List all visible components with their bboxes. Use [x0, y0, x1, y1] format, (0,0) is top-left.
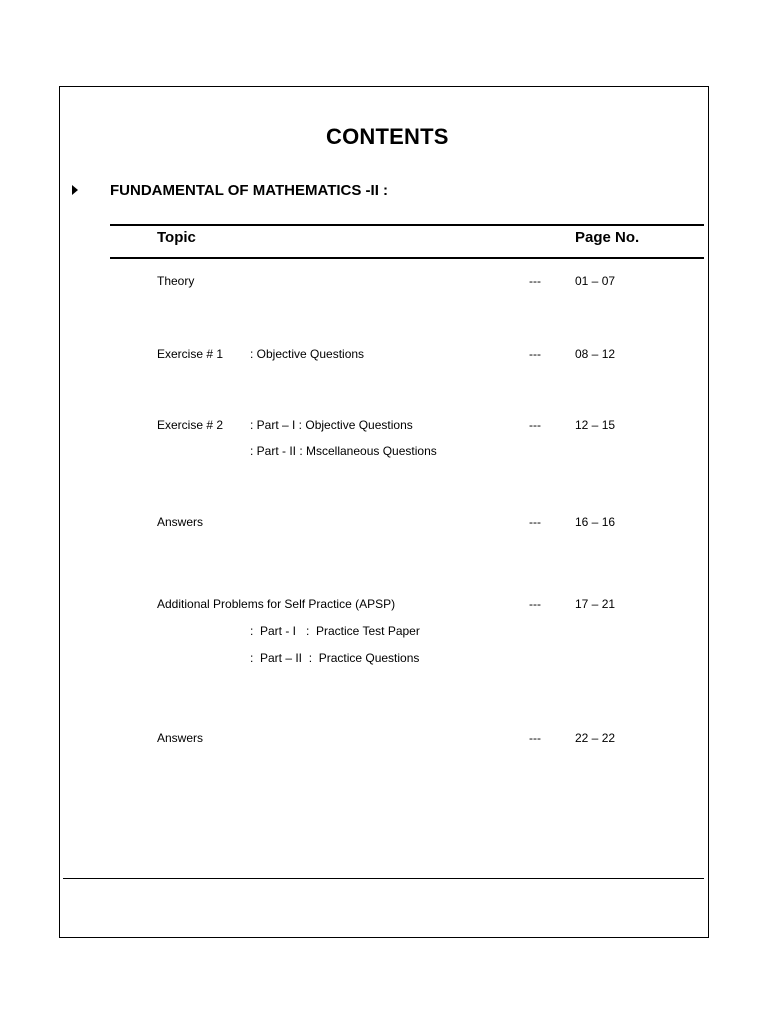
row-topic: Exercise # 1 [157, 347, 224, 361]
row-detail: : Part – II : Practice Questions [250, 651, 420, 665]
row-topic: Theory [157, 274, 195, 288]
row-dash: --- [529, 731, 541, 745]
column-header-page-no: Page No. [575, 229, 640, 246]
row-topic: Answers [157, 515, 204, 529]
triangle-bullet-icon [72, 185, 78, 195]
row-topic: Exercise # 2 [157, 418, 224, 432]
row-detail: : Objective Questions [250, 347, 365, 361]
row-dash: --- [529, 347, 541, 361]
column-header-topic: Topic [157, 229, 196, 246]
row-pages: 01 – 07 [575, 274, 616, 288]
row-pages: 17 – 21 [575, 597, 616, 611]
row-detail: : Part - I : Practice Test Paper [250, 624, 420, 638]
row-dash: --- [529, 274, 541, 288]
section-heading: FUNDAMENTAL OF MATHEMATICS -II : [110, 182, 389, 199]
row-topic: Answers [157, 731, 204, 745]
row-detail: : Part – I : Objective Questions [250, 418, 413, 432]
row-pages: 22 – 22 [575, 731, 616, 745]
page-frame [59, 86, 709, 938]
row-dash: --- [529, 597, 541, 611]
row-pages: 16 – 16 [575, 515, 616, 529]
row-dash: --- [529, 515, 541, 529]
page-title: CONTENTS [326, 124, 449, 149]
row-pages: 08 – 12 [575, 347, 616, 361]
table-header-rule [110, 257, 704, 259]
row-dash: --- [529, 418, 541, 432]
row-topic: Additional Problems for Self Practice (APSP) [157, 597, 396, 611]
footer-rule [63, 878, 704, 879]
table-top-rule [110, 224, 704, 226]
row-pages: 12 – 15 [575, 418, 616, 432]
row-detail: : Part - II : Mscellaneous Questions [250, 444, 437, 458]
